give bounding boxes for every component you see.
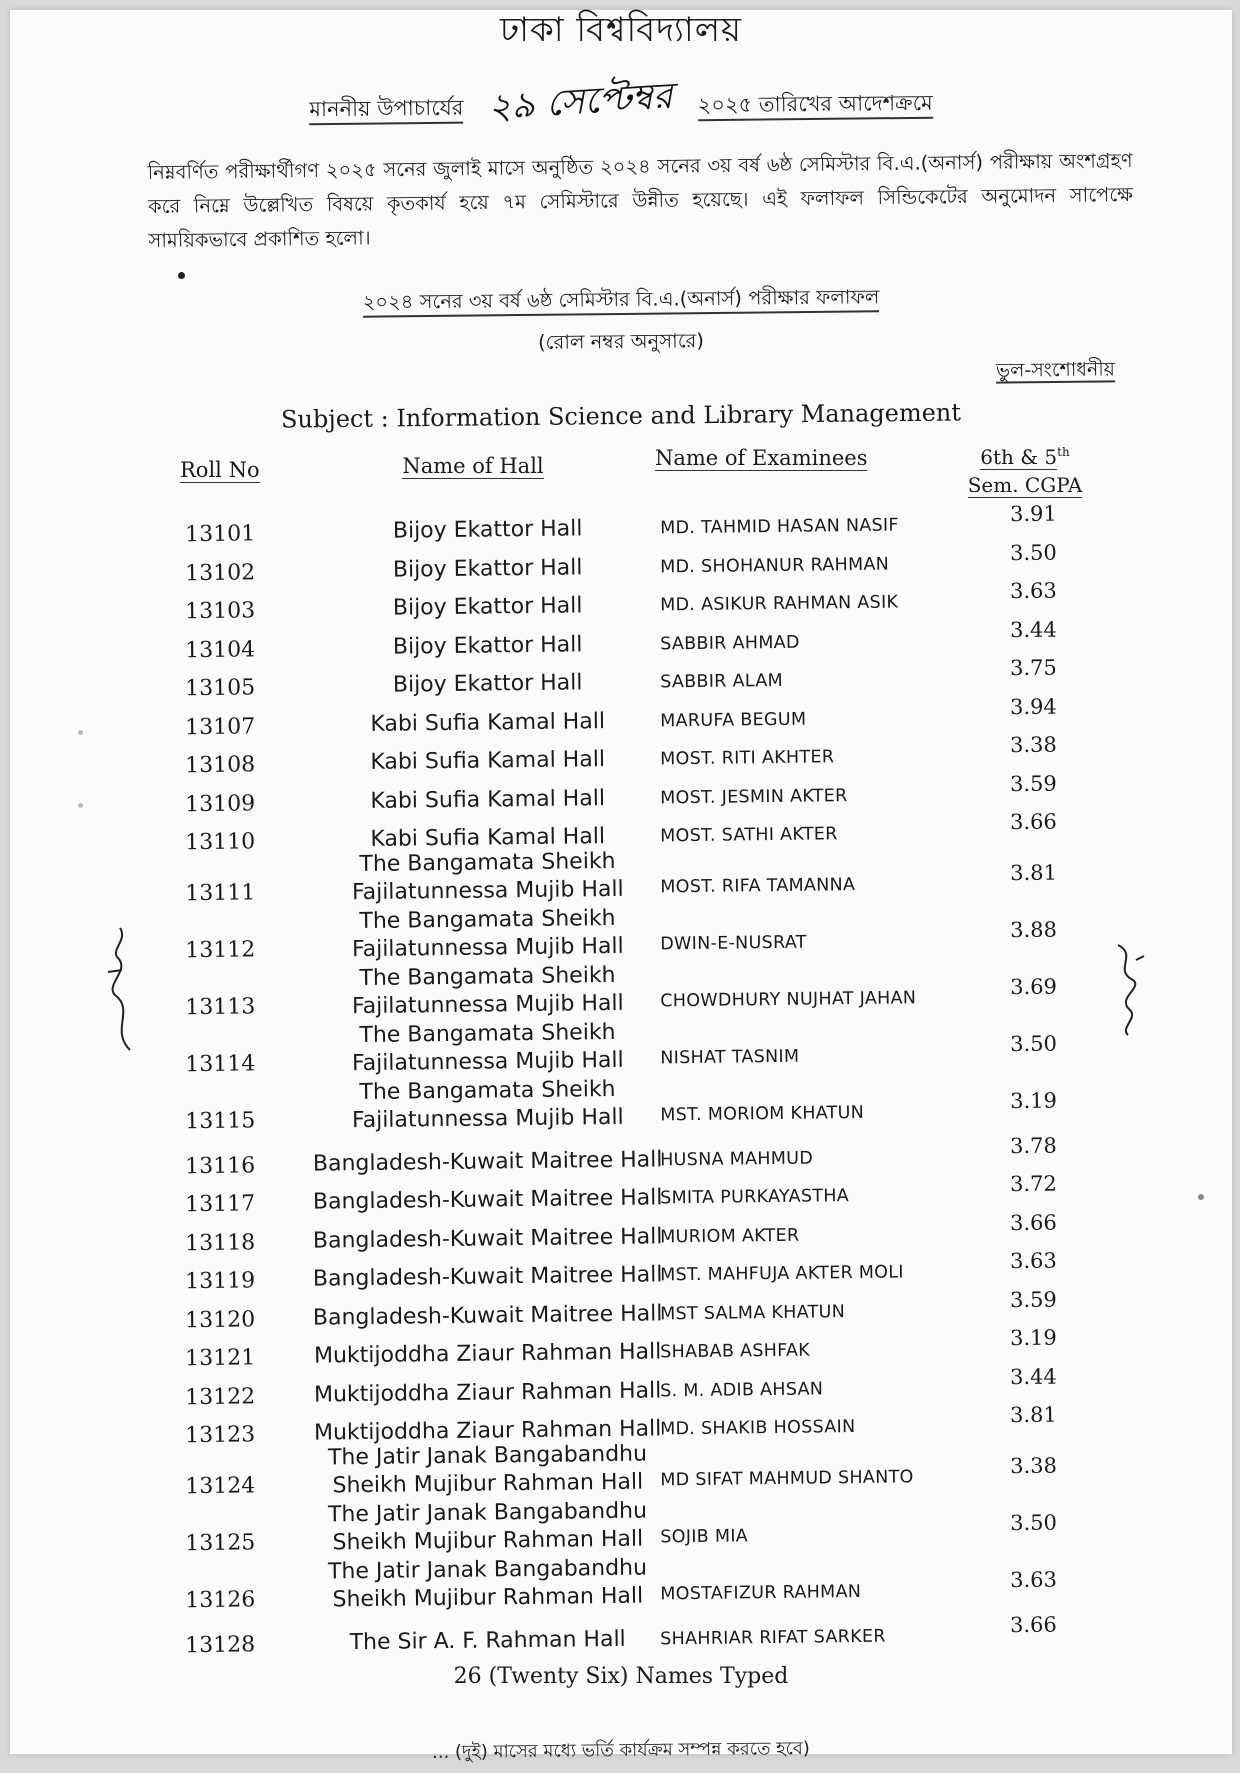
examinee-name: NISHAT TASNIM bbox=[660, 1046, 800, 1068]
examinee-name: MOST. RITI AKHTER bbox=[660, 747, 835, 770]
footer-note-partial: ... (দুই) মাসের মধ্যে ভর্তি কার্যক্রম সম্পন্ন করতে হবে) bbox=[431, 1738, 811, 1763]
roll-number: 13108 bbox=[185, 752, 256, 779]
roll-number: 13102 bbox=[185, 559, 256, 586]
examinee-name: MD. SHAKIB HOSSAIN bbox=[660, 1417, 856, 1440]
hall-name bbox=[295, 745, 680, 778]
cgpa-value: 3.63 bbox=[1010, 1567, 1058, 1592]
hall-name bbox=[295, 707, 680, 740]
result-sheet bbox=[10, 10, 1232, 1763]
hall-name-line: Kabi Sufia Kamal Hall bbox=[370, 747, 606, 775]
handwritten-date: ২৯ সেপ্টেম্বর bbox=[486, 75, 674, 129]
hall-name-line: Bijoy Ekattor Hall bbox=[392, 516, 583, 544]
examinee-name: SHABAB ASHFAK bbox=[660, 1340, 811, 1363]
cgpa-value: 3.72 bbox=[1009, 1171, 1057, 1197]
examinee-name: MD. SHOHANUR RAHMAN bbox=[660, 554, 890, 577]
cgpa-value: 3.44 bbox=[1009, 1364, 1057, 1389]
hall-name-line: Muktijoddha Ziaur Rahman Hall bbox=[313, 1377, 662, 1408]
roll-number: 13122 bbox=[185, 1383, 256, 1410]
cgpa-value: 3.63 bbox=[1009, 578, 1057, 604]
column-header-examinee: Name of Examinees bbox=[655, 446, 868, 470]
column-header-roll: Roll No bbox=[180, 458, 260, 482]
cgpa-value: 3.69 bbox=[1010, 974, 1058, 999]
hall-name-line: The Jatir Janak Bangabandhu bbox=[327, 1498, 648, 1527]
examinee-name: MOST. SATHI AKTER bbox=[660, 824, 838, 847]
cgpa-value: 3.91 bbox=[1009, 501, 1057, 527]
hall-name-line: The Bangamata Sheikh bbox=[359, 1076, 616, 1105]
hall-name-line: Fajilatunnessa Mujib Hall bbox=[351, 933, 624, 962]
roll-number: 13104 bbox=[185, 636, 256, 663]
hall-name-line: Sheikh Mujibur Rahman Hall bbox=[332, 1469, 644, 1498]
examinee-name: MST. MORIOM KHATUN bbox=[660, 1102, 865, 1125]
cgpa-value: 3.19 bbox=[1010, 1088, 1058, 1113]
hall-name bbox=[295, 1146, 680, 1179]
roll-number: 13115 bbox=[185, 1107, 256, 1134]
roll-number: 13113 bbox=[185, 993, 256, 1020]
hall-name-line: Kabi Sufia Kamal Hall bbox=[370, 708, 606, 737]
signature-right bbox=[1108, 940, 1148, 1040]
hall-name bbox=[295, 591, 680, 624]
roll-number: 13116 bbox=[185, 1152, 256, 1179]
hall-name bbox=[295, 1625, 680, 1658]
cgpa-value: 3.59 bbox=[1009, 1287, 1057, 1312]
paper-speck bbox=[1198, 1194, 1204, 1200]
hall-name-line: The Sir A. F. Rahman Hall bbox=[349, 1626, 626, 1655]
order-suffix: ২০২৫ তারিখের আদেশক্রমে bbox=[697, 91, 932, 121]
hall-name bbox=[295, 1497, 681, 1558]
cgpa-value: 3.81 bbox=[1009, 1402, 1057, 1428]
roll-number: 13110 bbox=[185, 829, 256, 856]
roll-number: 13128 bbox=[185, 1631, 256, 1658]
roll-number: 13101 bbox=[185, 521, 256, 548]
roll-number: 13124 bbox=[185, 1472, 256, 1499]
roll-number: 13109 bbox=[185, 790, 256, 817]
cgpa-value: 3.63 bbox=[1009, 1248, 1057, 1274]
subject-line: Subject : Information Science and Library Management bbox=[280, 398, 962, 434]
cgpa-value: 3.66 bbox=[1009, 1612, 1057, 1637]
intro-paragraph: নিম্নবর্ণিত পরীক্ষার্থীগণ ২০২৫ সনের জুলাই মাসে অনুষ্ঠিত ২০২৪ সনের ৩য় বর্ষ ৬ষ্ঠ সেমিস্টার বি.এ.(অনার্স) পরীক্ষায় অংশগ্রহণ করে নিম্নে উল্লেখিত বিষয়ে কৃতকার্য হয়ে ৭ম সেমিস্টারে উন্নীত হয়েছে। এই ফলাফল সিন্ডিকেটের অনুমোদন সাপেক্ষে সাময়িকভাবে প্রকাশিত হলো। bbox=[147, 148, 1134, 253]
column-header-hall: Name of Hall bbox=[402, 454, 544, 478]
hall-name bbox=[295, 1554, 681, 1615]
hall-name bbox=[295, 961, 681, 1022]
hall-name-line: Kabi Sufia Kamal Hall bbox=[370, 824, 606, 852]
examinee-name: CHOWDHURY NUJHAT JAHAN bbox=[660, 987, 917, 1011]
hall-name-line: The Jatir Janak Bangabandhu bbox=[327, 1441, 648, 1470]
cgpa-value: 3.50 bbox=[1010, 1031, 1058, 1056]
hall-name bbox=[295, 1018, 681, 1079]
hall-name-line: Sheikh Mujibur Rahman Hall bbox=[332, 1526, 644, 1555]
hall-name bbox=[295, 514, 680, 547]
hall-name bbox=[295, 1223, 680, 1256]
roll-number: 13123 bbox=[185, 1422, 256, 1449]
result-title: ২০২৪ সনের ৩য় বর্ষ ৬ষ্ঠ সেমিস্টার বি.এ.(অনার্স) পরীক্ষার ফলাফল bbox=[10, 280, 1232, 325]
hall-name bbox=[295, 1440, 681, 1501]
cgpa-value: 3.88 bbox=[1010, 917, 1058, 942]
hall-name-line: Bijoy Ekattor Hall bbox=[392, 670, 583, 698]
examinee-name: SHAHRIAR RIFAT SARKER bbox=[660, 1626, 886, 1649]
examinee-name: HUSNA MAHMUD bbox=[660, 1148, 814, 1170]
order-prefix: মাননীয় উপাচার্যের bbox=[309, 96, 463, 126]
hall-name-line: Sheikh Mujibur Rahman Hall bbox=[332, 1583, 644, 1612]
examinee-name: MD. ASIKUR RAHMAN ASIK bbox=[660, 592, 899, 616]
examinee-name: SABBIR ALAM bbox=[660, 670, 784, 693]
cgpa-value: 3.78 bbox=[1009, 1133, 1057, 1158]
hall-name bbox=[295, 553, 680, 586]
cgpa-value: 3.19 bbox=[1009, 1325, 1057, 1351]
cgpa-value: 3.75 bbox=[1009, 655, 1057, 681]
cgpa-value: 3.38 bbox=[1010, 1453, 1058, 1478]
cgpa-value: 3.81 bbox=[1010, 860, 1058, 885]
cgpa-value: 3.44 bbox=[1009, 617, 1057, 642]
examinee-name: SABBIR AHMAD bbox=[660, 632, 800, 654]
roll-number: 13117 bbox=[185, 1191, 256, 1218]
cgpa-value: 3.94 bbox=[1009, 694, 1057, 719]
cgpa-value: 3.66 bbox=[1009, 1210, 1057, 1235]
examinee-name: SOJIB MIA bbox=[660, 1525, 749, 1547]
examinee-name: MOSTAFIZUR RAHMAN bbox=[660, 1581, 862, 1604]
total-names: 26 (Twenty Six) Names Typed bbox=[453, 1664, 789, 1689]
examinee-name: MD. TAHMID HASAN NASIF bbox=[660, 515, 899, 539]
hall-name-line: Bijoy Ekattor Hall bbox=[392, 631, 583, 660]
university-name: ঢাকা বিশ্ববিদ্যালয় bbox=[499, 10, 743, 50]
examinee-name: SMITA PURKAYASTHA bbox=[660, 1186, 850, 1209]
hall-name bbox=[295, 630, 680, 663]
signature-left bbox=[100, 910, 140, 1060]
roll-number: 13111 bbox=[185, 879, 256, 906]
roll-number: 13105 bbox=[185, 675, 256, 702]
examinee-name: MOST. JESMIN AKTER bbox=[660, 785, 848, 808]
result-subtitle: (রোল নম্বর অনুসারে) bbox=[537, 329, 705, 354]
hall-name-line: The Jatir Janak Bangabandhu bbox=[327, 1555, 648, 1584]
examinee-name: MD SIFAT MAHMUD SHANTO bbox=[660, 1466, 914, 1490]
hall-name-line: Bijoy Ekattor Hall bbox=[392, 554, 583, 583]
roll-number: 13112 bbox=[185, 936, 256, 963]
cgpa-value: 3.38 bbox=[1009, 732, 1057, 758]
hall-name bbox=[295, 904, 681, 965]
roll-number: 13120 bbox=[185, 1306, 256, 1333]
hall-name-line: The Bangamata Sheikh bbox=[359, 905, 616, 934]
roll-number: 13114 bbox=[185, 1050, 256, 1077]
hall-name-line: The Bangamata Sheikh bbox=[359, 962, 616, 991]
hall-name-line: Fajilatunnessa Mujib Hall bbox=[351, 1047, 624, 1076]
hall-name bbox=[295, 1377, 680, 1410]
hall-name bbox=[295, 1261, 680, 1294]
cgpa-value: 3.59 bbox=[1009, 771, 1057, 796]
hall-name-line: Kabi Sufia Kamal Hall bbox=[370, 785, 606, 814]
roll-number: 13126 bbox=[185, 1586, 256, 1613]
hall-name-line: Fajilatunnessa Mujib Hall bbox=[351, 990, 624, 1019]
cgpa-value: 3.50 bbox=[1009, 540, 1057, 565]
hall-name bbox=[295, 784, 680, 817]
examinee-name: MARUFA BEGUM bbox=[660, 709, 807, 731]
hall-name-line: Muktijoddha Ziaur Rahman Hall bbox=[313, 1339, 662, 1369]
column-header-cgpa: 6th & 5th Sem. CGPA bbox=[967, 444, 1083, 497]
hall-name bbox=[295, 1184, 680, 1217]
hall-name-line: The Bangamata Sheikh bbox=[359, 1019, 616, 1048]
examinee-name: MST SALMA KHATUN bbox=[660, 1301, 846, 1324]
roll-number: 13119 bbox=[185, 1268, 256, 1295]
hall-name-line: Bijoy Ekattor Hall bbox=[392, 593, 583, 621]
hall-name-line: Muktijoddha Ziaur Rahman Hall bbox=[313, 1416, 662, 1446]
hall-name bbox=[295, 1338, 680, 1371]
roll-number: 13107 bbox=[185, 713, 256, 740]
paper-speck bbox=[78, 730, 83, 735]
examinee-name: S. M. ADIB AHSAN bbox=[660, 1378, 824, 1401]
hall-name-line: Bangladesh-Kuwait Maitree Hall bbox=[312, 1146, 663, 1177]
results-table bbox=[10, 10, 1232, 1754]
examinee-name: MST. MAHFUJA AKTER MOLI bbox=[660, 1262, 904, 1286]
examinee-name: MURIOM AKTER bbox=[660, 1225, 800, 1247]
hall-name bbox=[295, 847, 681, 908]
hall-name-line: Bangladesh-Kuwait Maitree Hall bbox=[312, 1185, 663, 1215]
cgpa-value: 3.66 bbox=[1009, 809, 1057, 835]
hall-name-line: The Bangamata Sheikh bbox=[359, 848, 616, 877]
hall-name-line: Bangladesh-Kuwait Maitree Hall bbox=[312, 1262, 663, 1292]
roll-number: 13118 bbox=[185, 1229, 256, 1256]
hall-name-line: Fajilatunnessa Mujib Hall bbox=[351, 876, 624, 905]
hall-name bbox=[295, 668, 680, 701]
roll-number: 13125 bbox=[185, 1529, 256, 1556]
hall-name bbox=[295, 1300, 680, 1333]
hall-name-line: Fajilatunnessa Mujib Hall bbox=[351, 1104, 624, 1133]
hall-name-line: Bangladesh-Kuwait Maitree Hall bbox=[312, 1223, 663, 1254]
roll-number: 13121 bbox=[185, 1345, 256, 1372]
paper-speck bbox=[78, 803, 83, 808]
roll-number: 13103 bbox=[185, 598, 256, 625]
corrigendum-label: ভুল-সংশোধনীয় bbox=[995, 358, 1115, 382]
examinee-name: DWIN-E-NUSRAT bbox=[660, 932, 807, 954]
examinee-name: MOST. RIFA TAMANNA bbox=[660, 874, 856, 897]
cgpa-value: 3.50 bbox=[1010, 1510, 1058, 1535]
hall-name-line: Bangladesh-Kuwait Maitree Hall bbox=[312, 1300, 663, 1331]
hall-name bbox=[295, 1075, 681, 1136]
